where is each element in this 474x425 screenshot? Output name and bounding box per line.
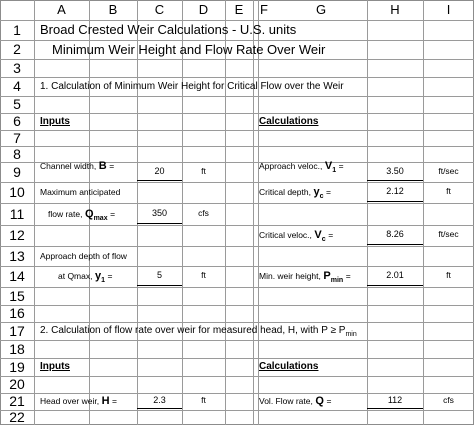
critical-veloc-symbol-sub: c (321, 236, 326, 244)
approach-veloc-symbol (324, 160, 337, 175)
column-header-d[interactable]: D (198, 2, 209, 17)
section-2-heading (40, 322, 357, 340)
approach-depth-symbol (95, 270, 106, 285)
max-flow-label-line1: Maximum anticipated (40, 187, 121, 197)
gridline (0, 358, 474, 359)
section-2-sub: min (345, 331, 357, 338)
max-flow-label (48, 203, 115, 225)
calculations-heading-2: Calculations (259, 361, 319, 372)
row-header[interactable]: 8 (13, 146, 21, 162)
equals-sign: = (326, 396, 332, 406)
row-header[interactable]: 20 (9, 376, 25, 392)
critical-depth-symbol-sub: c (319, 193, 324, 201)
row-header[interactable]: 19 (9, 359, 25, 375)
row-header[interactable]: 15 (9, 288, 25, 304)
critical-veloc-text: Critical veloc., (259, 230, 312, 240)
equals-sign: = (345, 271, 351, 281)
row-header[interactable]: 1 (13, 22, 21, 38)
channel-width-text: Channel width, (40, 161, 97, 171)
approach-depth-symbol-letter: y (95, 270, 102, 282)
column-header-f[interactable]: F (260, 2, 268, 17)
approach-depth-symbol-sub: 1 (101, 277, 106, 285)
approach-veloc-value: 3.50 (367, 162, 423, 181)
inputs-heading: Inputs (40, 116, 70, 127)
head-over-weir-input[interactable]: 2.3 (137, 393, 182, 409)
max-flow-text: flow rate, (48, 209, 83, 219)
critical-depth-value: 2.12 (367, 182, 423, 202)
section-2-text: 2. Calculation of flow rate over weir for measured head, H, with P ≥ P (40, 325, 346, 336)
critical-veloc-symbol (314, 229, 326, 244)
gridline (253, 0, 254, 425)
min-weir-height-symbol-letter: P (323, 270, 331, 282)
channel-width-unit: ft (201, 166, 206, 176)
flow-rate-label (259, 393, 331, 410)
equals-sign: = (107, 271, 113, 281)
equals-sign: = (326, 187, 331, 197)
column-header-e[interactable]: E (234, 2, 244, 17)
critical-depth-text: Critical depth, (259, 187, 311, 197)
gridline (0, 113, 474, 114)
row-header[interactable]: 5 (13, 96, 21, 112)
column-header-c[interactable]: C (154, 2, 165, 17)
gridline (0, 340, 474, 341)
min-weir-height-label (259, 266, 351, 287)
critical-veloc-symbol-letter: V (314, 229, 322, 241)
flow-rate-text: Vol. Flow rate, (259, 396, 313, 406)
gridline (0, 305, 474, 306)
approach-depth-label-line1: Approach depth of flow (40, 251, 127, 261)
head-over-weir-text: Head over weir, (40, 396, 100, 406)
row-header[interactable]: 10 (9, 184, 25, 200)
channel-width-label (40, 146, 114, 182)
section-1-heading: 1. Calculation of Minimum Weir Height for Critical Flow over the Weir (40, 81, 344, 92)
row-header[interactable]: 14 (9, 268, 25, 284)
gridline (0, 410, 474, 411)
column-header-h[interactable]: H (390, 2, 400, 17)
critical-depth-label (259, 182, 331, 203)
approach-depth-label (58, 266, 113, 287)
inputs-heading-2: Inputs (40, 361, 70, 372)
equals-sign: = (338, 161, 344, 171)
equals-sign: = (112, 396, 118, 406)
critical-veloc-value: 8.26 (367, 225, 423, 245)
row-header[interactable]: 3 (13, 60, 21, 76)
gridline (0, 287, 474, 288)
min-weir-height-value: 2.01 (367, 266, 423, 286)
gridline (34, 0, 35, 425)
max-flow-unit: cfs (198, 208, 209, 218)
approach-depth-text: at Qmax, (58, 271, 93, 281)
approach-veloc-unit: ft/sec (438, 166, 459, 176)
head-over-weir-symbol: H (101, 395, 110, 407)
gridline (0, 59, 474, 60)
column-header-i[interactable]: I (446, 2, 451, 17)
row-header[interactable]: 11 (9, 206, 25, 222)
critical-depth-symbol (313, 186, 324, 201)
critical-depth-symbol-letter: y (313, 186, 320, 198)
gridline (0, 96, 474, 97)
equals-sign: = (328, 230, 334, 240)
gridline (423, 0, 424, 425)
row-header[interactable]: 16 (9, 305, 25, 321)
column-header-g[interactable]: G (315, 2, 327, 17)
row-header[interactable]: 7 (13, 130, 21, 146)
critical-depth-unit: ft (446, 186, 451, 196)
approach-veloc-symbol-sub: 1 (332, 167, 337, 175)
column-header-b[interactable]: B (108, 2, 118, 17)
row-header[interactable]: 2 (13, 41, 21, 57)
column-header-a[interactable]: A (57, 2, 66, 17)
equals-sign: = (110, 209, 116, 219)
approach-depth-unit: ft (201, 270, 206, 280)
flow-rate-value: 112 (367, 393, 423, 409)
min-weir-height-text: Min. weir height, (259, 271, 321, 281)
row-header[interactable]: 17 (9, 323, 25, 339)
channel-width-input[interactable]: 20 (137, 162, 182, 181)
approach-veloc-symbol-letter: V (324, 160, 333, 172)
head-over-weir-unit: ft (201, 395, 206, 405)
row-header[interactable]: 22 (9, 409, 25, 425)
row-header[interactable]: 4 (13, 78, 21, 94)
row-header[interactable]: 6 (13, 113, 21, 129)
min-weir-height-symbol (323, 270, 344, 285)
min-weir-height-symbol-sub: min (330, 277, 344, 285)
head-over-weir-label (40, 393, 117, 410)
max-flow-symbol-sub: max (93, 215, 108, 223)
flow-rate-symbol: Q (315, 395, 324, 407)
approach-depth-input[interactable]: 5 (137, 266, 182, 286)
channel-width-symbol: B (98, 160, 107, 172)
row-header[interactable]: 18 (9, 341, 25, 357)
sheet-title: Broad Crested Weir Calculations - U.S. units (40, 22, 297, 37)
critical-veloc-unit: ft/sec (438, 229, 459, 239)
flow-rate-unit: cfs (443, 395, 454, 405)
gridline (0, 376, 474, 377)
critical-veloc-label (259, 225, 333, 246)
approach-veloc-label (259, 146, 344, 182)
row-header[interactable]: 9 (13, 164, 21, 180)
max-flow-symbol (85, 208, 108, 223)
gridline (225, 0, 226, 425)
max-flow-input[interactable]: 350 (137, 203, 182, 224)
approach-veloc-text: Approach veloc., (259, 161, 323, 171)
min-weir-height-unit: ft (446, 270, 451, 280)
gridline (0, 130, 474, 131)
row-header[interactable]: 21 (9, 393, 25, 409)
max-flow-symbol-letter: Q (85, 208, 94, 220)
sheet-subtitle: Minimum Weir Height and Flow Rate Over Weir (52, 42, 326, 57)
calculations-heading: Calculations (259, 116, 319, 127)
equals-sign: = (109, 161, 115, 171)
row-header[interactable]: 13 (9, 248, 25, 264)
row-header[interactable]: 12 (9, 227, 25, 243)
gridline (367, 0, 368, 425)
